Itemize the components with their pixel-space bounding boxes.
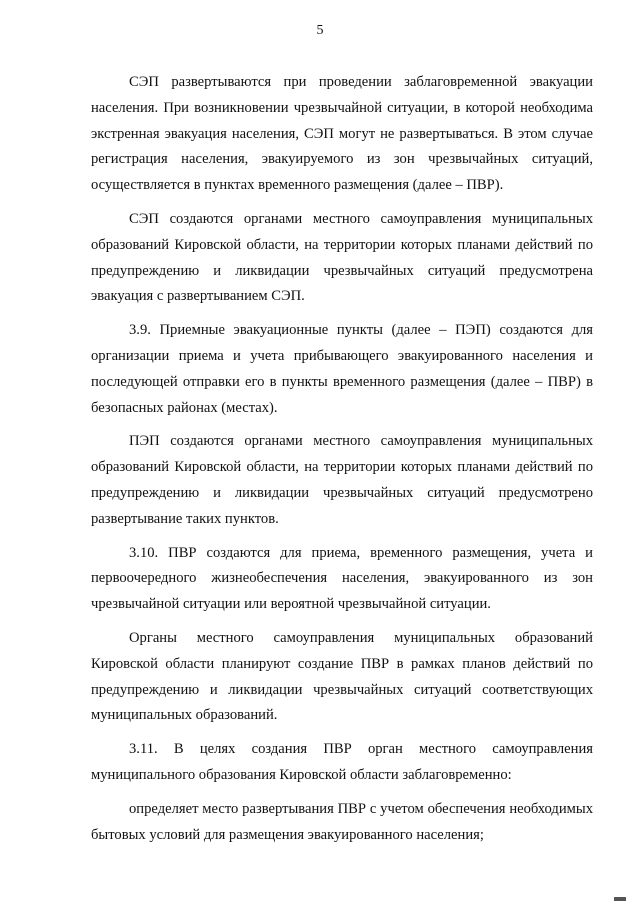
paragraph-sep-creation: СЭП создаются органами местного самоуправления муниципальных образований Кировской области, на территории которых планами действий по предупреждению и ликвидации чрезвычайных ситуаций предусмотрена эвакуация с развертыванием СЭП. bbox=[91, 210, 593, 305]
body-text bbox=[91, 70, 593, 856]
paragraph-3-10-pvr: 3.10. ПВР создаются для приема, временного размещения, учета и первоочередного жизнеобеспечения населения, эвакуированного из зон чрезвычайной ситуации или вероятной чрезвычайной ситуации. bbox=[91, 544, 593, 613]
scan-edge-mark bbox=[614, 897, 626, 901]
paragraph-sep-deployment: СЭП развертываются при проведении заблаговременной эвакуации населения. При возникновении чрезвычайной ситуации, в которой необходима экстренная эвакуация населения, СЭП могут не развертываться. В этом случае регистрация населения, эвакуируемого из зон чрезвычайных ситуаций, осуществляется в пунктах временного размещения (далее – ПВР). bbox=[91, 74, 593, 194]
paragraph-3-11-intro: 3.11. В целях создания ПВР орган местного самоуправления муниципального образования Кировской области заблаговременно: bbox=[91, 741, 593, 783]
paragraph-pep-creation: ПЭП создаются органами местного самоуправления муниципальных образований Кировской области, на территории которых планами действий по предупреждению и ликвидации чрезвычайных ситуаций предусмотрено развертывание таких пунктов. bbox=[91, 433, 593, 527]
paragraph-pvr-planning: Органы местного самоуправления муниципальных образований Кировской области планируют создание ПВР в рамках планов действий по предупреждению и ликвидации чрезвычайных ситуаций соответствующих муниципальных образований. bbox=[91, 629, 593, 724]
paragraph-3-11-location: определяет место развертывания ПВР с учетом обеспечения необходимых бытовых условий для размещения эвакуированного населения; bbox=[91, 800, 593, 843]
paragraph-3-9-pep: 3.9. Приемные эвакуационные пункты (далее – ПЭП) создаются для организации приема и учета прибывающего эвакуированного населения и последующей отправки его в пункты временного размещения (далее – ПВР) в безопасных районах (местах). bbox=[91, 322, 593, 416]
page-number: 5 bbox=[316, 23, 324, 38]
